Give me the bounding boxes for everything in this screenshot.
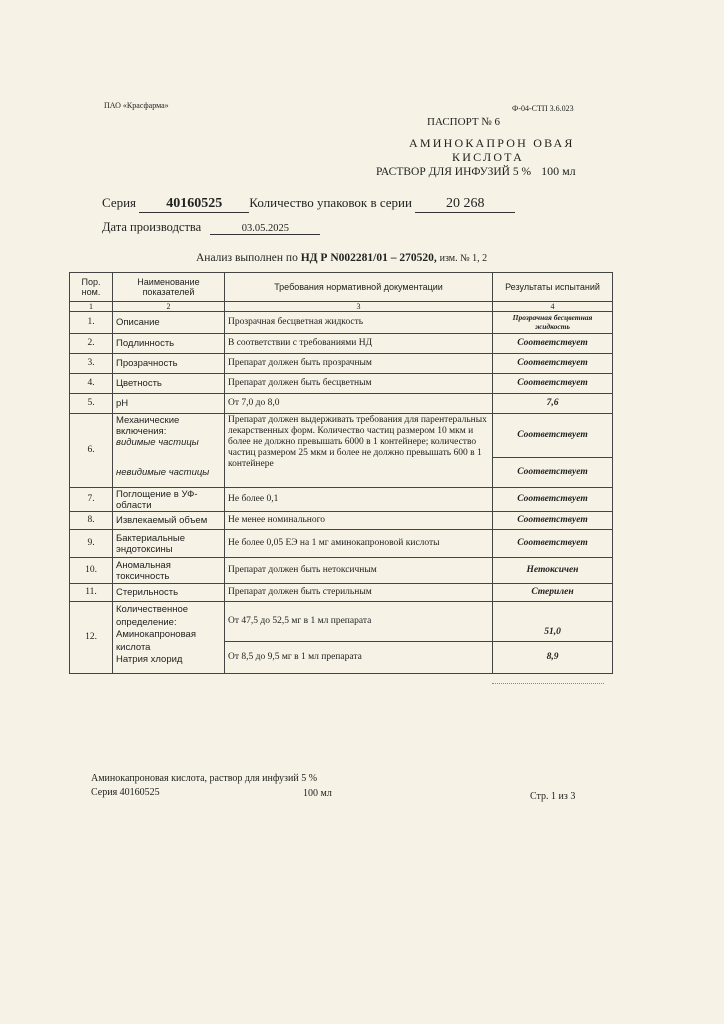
row-num: 2. (70, 334, 113, 354)
table-row (70, 334, 613, 354)
product-title-line3 (376, 164, 576, 179)
row-result: Соответствует (493, 488, 613, 512)
mechanical-inclusions-label: Механические включения: (116, 415, 180, 437)
passport-number: ПАСПОРТ № 6 (427, 116, 501, 128)
row-requirement: Не более 0,1 (225, 488, 493, 512)
row-result: Соответствует (493, 334, 613, 354)
row-result: 7,6 (493, 394, 613, 414)
table-row (70, 602, 613, 642)
row-result: Соответствует (493, 354, 613, 374)
row-num: 11. (70, 584, 113, 602)
row-num: 1. (70, 312, 113, 334)
table-row (70, 414, 613, 458)
series-row (102, 195, 515, 213)
row-requirement-a: От 47,5 до 52,5 мг в 1 мл препарата (225, 602, 493, 642)
qty-value: 20 268 (415, 196, 515, 213)
header-results: Результаты испытаний (493, 273, 613, 302)
table-row (70, 354, 613, 374)
header-name: Наименование показателей (113, 273, 225, 302)
row-result: Соответствует (493, 512, 613, 530)
row-requirement: В соответствии с требованиями НД (225, 334, 493, 354)
footer-product: Аминокапроновая кислота, раствор для инфузий 5 % (91, 773, 318, 784)
row-name: Прозрачность (113, 354, 225, 374)
product-volume: 100 мл (541, 164, 576, 178)
visible-particles-label: видимые частицы (116, 437, 199, 448)
footer-volume: 100 мл (303, 788, 332, 799)
row-result: Соответствует (493, 530, 613, 558)
table-row (70, 584, 613, 602)
row-result-visible: Соответствует (493, 414, 613, 458)
row-requirement: Не более 0,05 ЕЭ на 1 мг аминокапроновой кислоты (225, 530, 493, 558)
colnum-2: 2 (113, 302, 225, 312)
row-result: Нетоксичен (493, 558, 613, 584)
table-row (70, 558, 613, 584)
table-row (70, 530, 613, 558)
sodium-chloride-label: Натрия хлорид (116, 654, 183, 665)
dotted-line (492, 683, 604, 684)
analysis-nd: НД Р N002281/01 – 270520, (300, 252, 437, 264)
row-num: 7. (70, 488, 113, 512)
footer-series: Серия 40160525 (91, 787, 160, 798)
row-name: Описание (113, 312, 225, 334)
row-requirement: Прозрачная бесцветная жидкость (225, 312, 493, 334)
qty-label: Количество упаковок в серии (249, 195, 412, 210)
header-requirements: Требования нормативной документации (225, 273, 493, 302)
row-num: 4. (70, 374, 113, 394)
row-num: 5. (70, 394, 113, 414)
row-num: 12. (70, 602, 113, 674)
row-name: Цветность (113, 374, 225, 394)
series-label: Серия (102, 195, 137, 210)
table-row (70, 394, 613, 414)
row-requirement: Препарат должен быть нетоксичным (225, 558, 493, 584)
document-code: Ф-04-СТП 3.6.023 (512, 104, 574, 113)
analysis-prefix: Анализ выполнен по (196, 252, 298, 264)
colnum-3: 3 (225, 302, 493, 312)
table-row (70, 374, 613, 394)
row-num: 6. (70, 414, 113, 488)
date-row (102, 220, 320, 235)
product-title-line1: АМИНОКАПРОН ОВАЯ (409, 136, 575, 150)
row-name (113, 414, 225, 458)
series-value: 40160525 (139, 196, 249, 213)
row-name: Бактериальные эндотоксины (113, 530, 225, 558)
row-num: 8. (70, 512, 113, 530)
row-requirement: Препарат должен выдерживать требования для парентеральных лекарственных форм. Количество частиц размером 10 мкм и более не должно превышать 6000 в 1 контейнере; количество частиц размером 25 мкм и более не должно превышать 600 в 1 контейнере (225, 414, 493, 488)
row-result-a: 51,0 (493, 602, 613, 642)
analysis-basis (196, 252, 487, 264)
row-result-b: 8,9 (493, 642, 613, 674)
invisible-particles-label: невидимые частицы (113, 458, 225, 488)
row-result: Прозрачная бесцветная жидкость (493, 312, 613, 334)
quantitative-label: Количественное определение: (116, 604, 189, 628)
table-row (70, 512, 613, 530)
analysis-table (69, 272, 613, 674)
header-num: Пор. ном. (70, 273, 113, 302)
row-num: 3. (70, 354, 113, 374)
row-result: Стерилен (493, 584, 613, 602)
row-name (113, 602, 225, 674)
product-title-line2: КИСЛОТА (452, 150, 524, 164)
row-name: Извлекаемый объем (113, 512, 225, 530)
analysis-suffix: изм. № 1, 2 (439, 253, 488, 264)
aminocaproic-acid-label: Аминокапроновая кислота (116, 629, 196, 653)
row-result: Соответствует (493, 374, 613, 394)
row-requirement-b: От 8,5 до 9,5 мг в 1 мл препарата (225, 642, 493, 674)
row-requirement: Не менее номинального (225, 512, 493, 530)
table-row (70, 488, 613, 512)
dosage-form: РАСТВОР ДЛЯ ИНФУЗИЙ 5 % (376, 166, 532, 178)
row-requirement: Препарат должен быть стерильным (225, 584, 493, 602)
row-name: Стерильность (113, 584, 225, 602)
page-number: Стр. 1 из 3 (530, 791, 576, 802)
row-requirement: Препарат должен быть прозрачным (225, 354, 493, 374)
colnum-1: 1 (70, 302, 113, 312)
table-row (70, 312, 613, 334)
column-number-row (70, 302, 613, 312)
row-num: 9. (70, 530, 113, 558)
row-requirement: Препарат должен быть бесцветным (225, 374, 493, 394)
organization: ПАО «Красфарма» (104, 101, 169, 110)
row-requirement: От 7,0 до 8,0 (225, 394, 493, 414)
production-date: 03.05.2025 (210, 223, 320, 235)
colnum-4: 4 (493, 302, 613, 312)
row-name: Поглощение в УФ-области (113, 488, 225, 512)
table-header-row (70, 273, 613, 302)
row-name: Подлинность (113, 334, 225, 354)
row-result-invisible: Соответствует (493, 458, 613, 488)
row-num: 10. (70, 558, 113, 584)
row-name: pH (113, 394, 225, 414)
date-label: Дата производства (102, 220, 202, 234)
row-name: Аномальная токсичность (113, 558, 225, 584)
